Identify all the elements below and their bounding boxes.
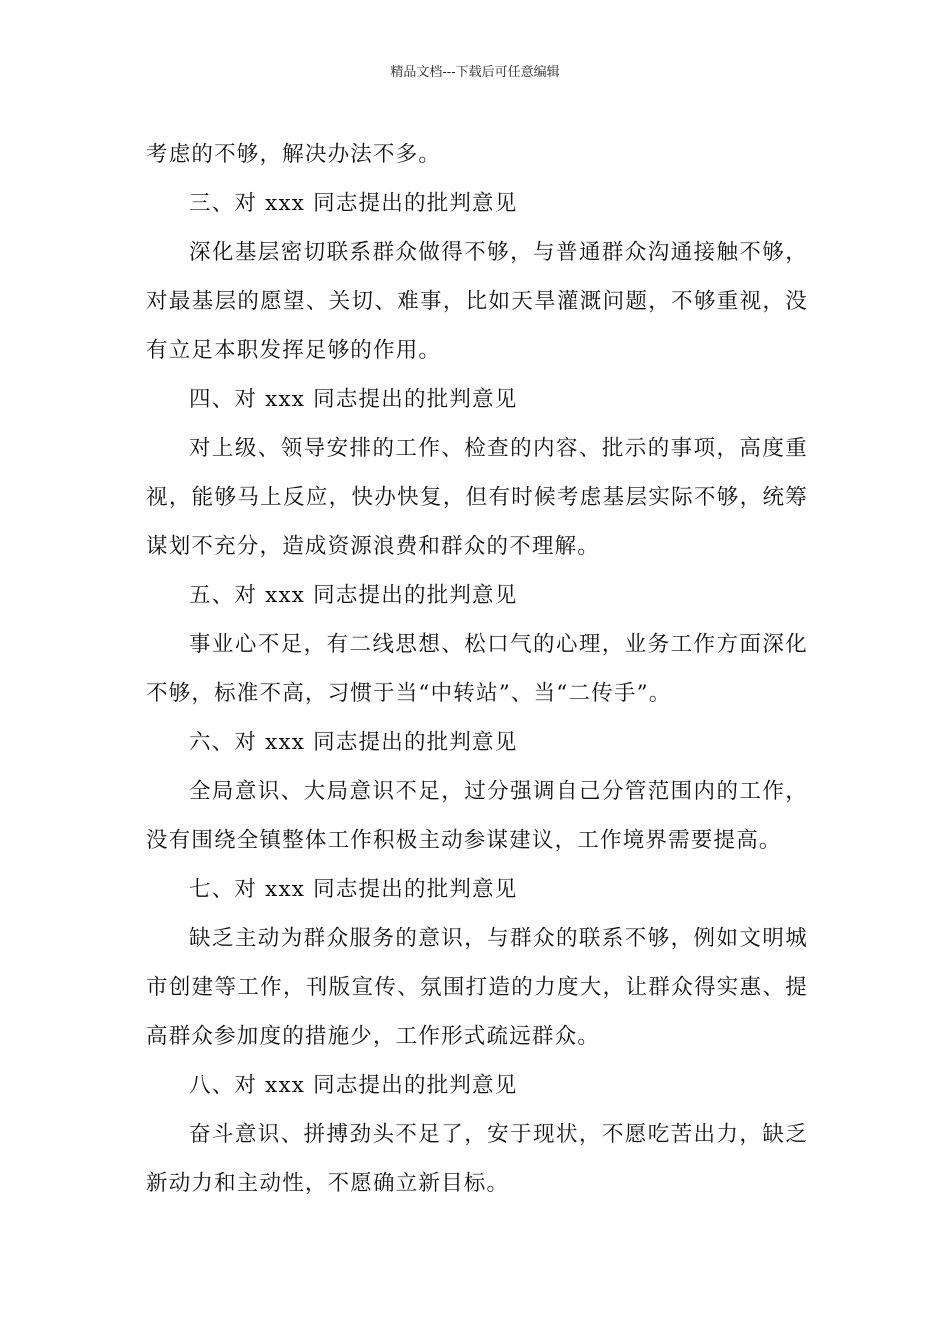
paragraph: 深化基层密切联系群众做得不够，与普通群众沟通接触不够，对最基层的愿望、关切、难事，比如天旱灌溉问题，不够重视，没有立足本职发挥足够的作用。 <box>146 240 808 363</box>
paragraph: 事业心不足，有二线思想、松口气的心理，业务工作方面深化不够，标准不高，习惯于当“中转站”、当“二传手”。 <box>146 632 808 706</box>
section-heading-7: 七、对 xxx 同志提出的批判意见 <box>189 877 518 902</box>
page-header: 精品文档---下载后可任意编辑 <box>390 65 560 80</box>
paragraph: 全局意识、大局意识不足，过分强调自己分管范围内的工作，没有围绕全镇整体工作积极主动参谋建议，工作境界需要提高。 <box>146 779 808 853</box>
paragraph: 对上级、领导安排的工作、检查的内容、批示的事项，高度重视，能够马上反应，快办快复，但有时候考虑基层实际不够，统筹谋划不充分，造成资源浪费和群众的不理解。 <box>146 436 808 559</box>
section-heading-4: 四、对 xxx 同志提出的批判意见 <box>189 387 518 412</box>
section-heading-5: 五、对 xxx 同志提出的批判意见 <box>189 583 518 608</box>
paragraph: 缺乏主动为群众服务的意识，与群众的联系不够，例如文明城市创建等工作，刊版宣传、氛围打造的力度大，让群众得实惠、提高群众参加度的措施少，工作形式疏远群众。 <box>146 926 808 1049</box>
section-heading-6: 六、对 xxx 同志提出的批判意见 <box>189 730 518 755</box>
section-heading-3: 三、对 xxx 同志提出的批判意见 <box>189 191 518 216</box>
paragraph-continuation: 考虑的不够，解决办法不多。 <box>146 142 442 167</box>
document-body <box>146 130 808 1208</box>
paragraph: 奋斗意识、拼搏劲头不足了，安于现状，不愿吃苦出力，缺乏新动力和主动性，不愿确立新目标。 <box>146 1122 808 1196</box>
section-heading-8: 八、对 xxx 同志提出的批判意见 <box>189 1073 518 1098</box>
